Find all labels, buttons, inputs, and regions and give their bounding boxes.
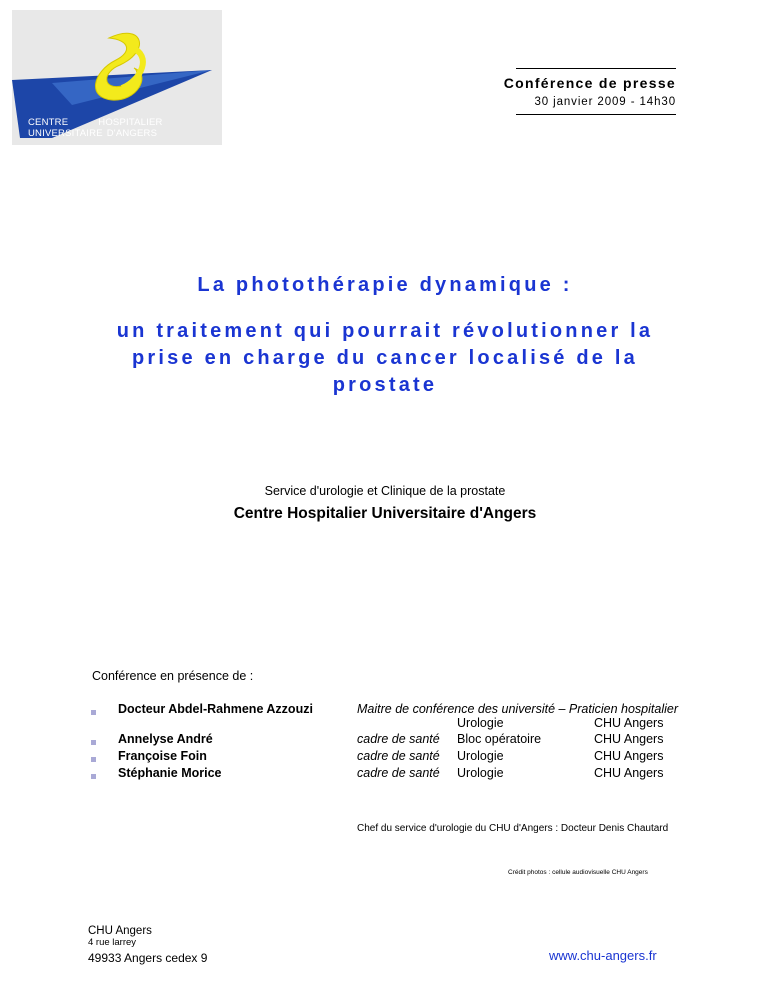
subtitle-line: un traitement qui pourrait révolutionner la [116, 320, 654, 342]
logo-word: HOSPITALIER [98, 117, 163, 128]
address-line: 49933 Angers cedex 9 [88, 951, 208, 965]
bullet-icon [91, 774, 96, 779]
logo-wordmark [28, 117, 218, 139]
logo-word: CENTRE [28, 117, 69, 128]
address-line: CHU Angers [88, 925, 152, 937]
website-link[interactable]: www.chu-angers.fr [549, 948, 657, 963]
header-rule-bottom [516, 114, 676, 115]
participant-org: CHU Angers [594, 749, 664, 763]
hospital-name: Centre Hospitalier Universitaire d'Angers [233, 505, 537, 522]
press-conference-title: Conférence de presse [503, 75, 676, 91]
participant-role: cadre de santé [357, 749, 440, 763]
logo-word: UNIVERSITAIRE [28, 128, 103, 139]
presence-label: Conférence en présence de : [92, 669, 254, 683]
participant-name: Stéphanie Morice [118, 766, 222, 780]
bullet-icon [91, 757, 96, 762]
photo-credit: Crédit photos : cellule audiovisuelle CHU Angers [508, 869, 648, 876]
subtitle-line: prostate [332, 374, 438, 396]
subtitle-line: prise en charge du cancer localisé de la [132, 347, 638, 369]
participant-org: CHU Angers [594, 766, 664, 780]
participant-role: Maitre de conférence des université – Praticien hospitalier [357, 702, 679, 716]
participant-org: CHU Angers [594, 716, 664, 730]
participant-name: Annelyse André [118, 732, 213, 746]
participant-role: cadre de santé [357, 732, 440, 746]
press-conference-date: 30 janvier 2009 - 14h30 [534, 96, 676, 108]
participant-dept: Urologie [457, 766, 504, 780]
logo-word: D'ANGERS [106, 128, 158, 139]
participant-dept: Urologie [457, 716, 504, 730]
chu-angers-logo [12, 10, 222, 145]
document-title: La photothérapie dynamique : [197, 274, 573, 296]
participant-dept: Bloc opératoire [457, 732, 542, 746]
service-name: Service d'urologie et Clinique de la prostate [264, 484, 506, 498]
participant-role: cadre de santé [357, 766, 440, 780]
participant-org: CHU Angers [594, 732, 664, 746]
participant-dept: Urologie [457, 749, 504, 763]
header-rule-top [516, 68, 676, 69]
participant-name: Françoise Foin [118, 749, 207, 763]
bullet-icon [91, 740, 96, 745]
document-subtitle [60, 318, 710, 399]
address-line: 4 rue larrey [88, 937, 137, 948]
department-head: Chef du service d'urologie du CHU d'Angers : Docteur Denis Chautard [357, 823, 669, 834]
participant-name: Docteur Abdel-Rahmene Azzouzi [118, 702, 313, 716]
bullet-icon [91, 710, 96, 715]
